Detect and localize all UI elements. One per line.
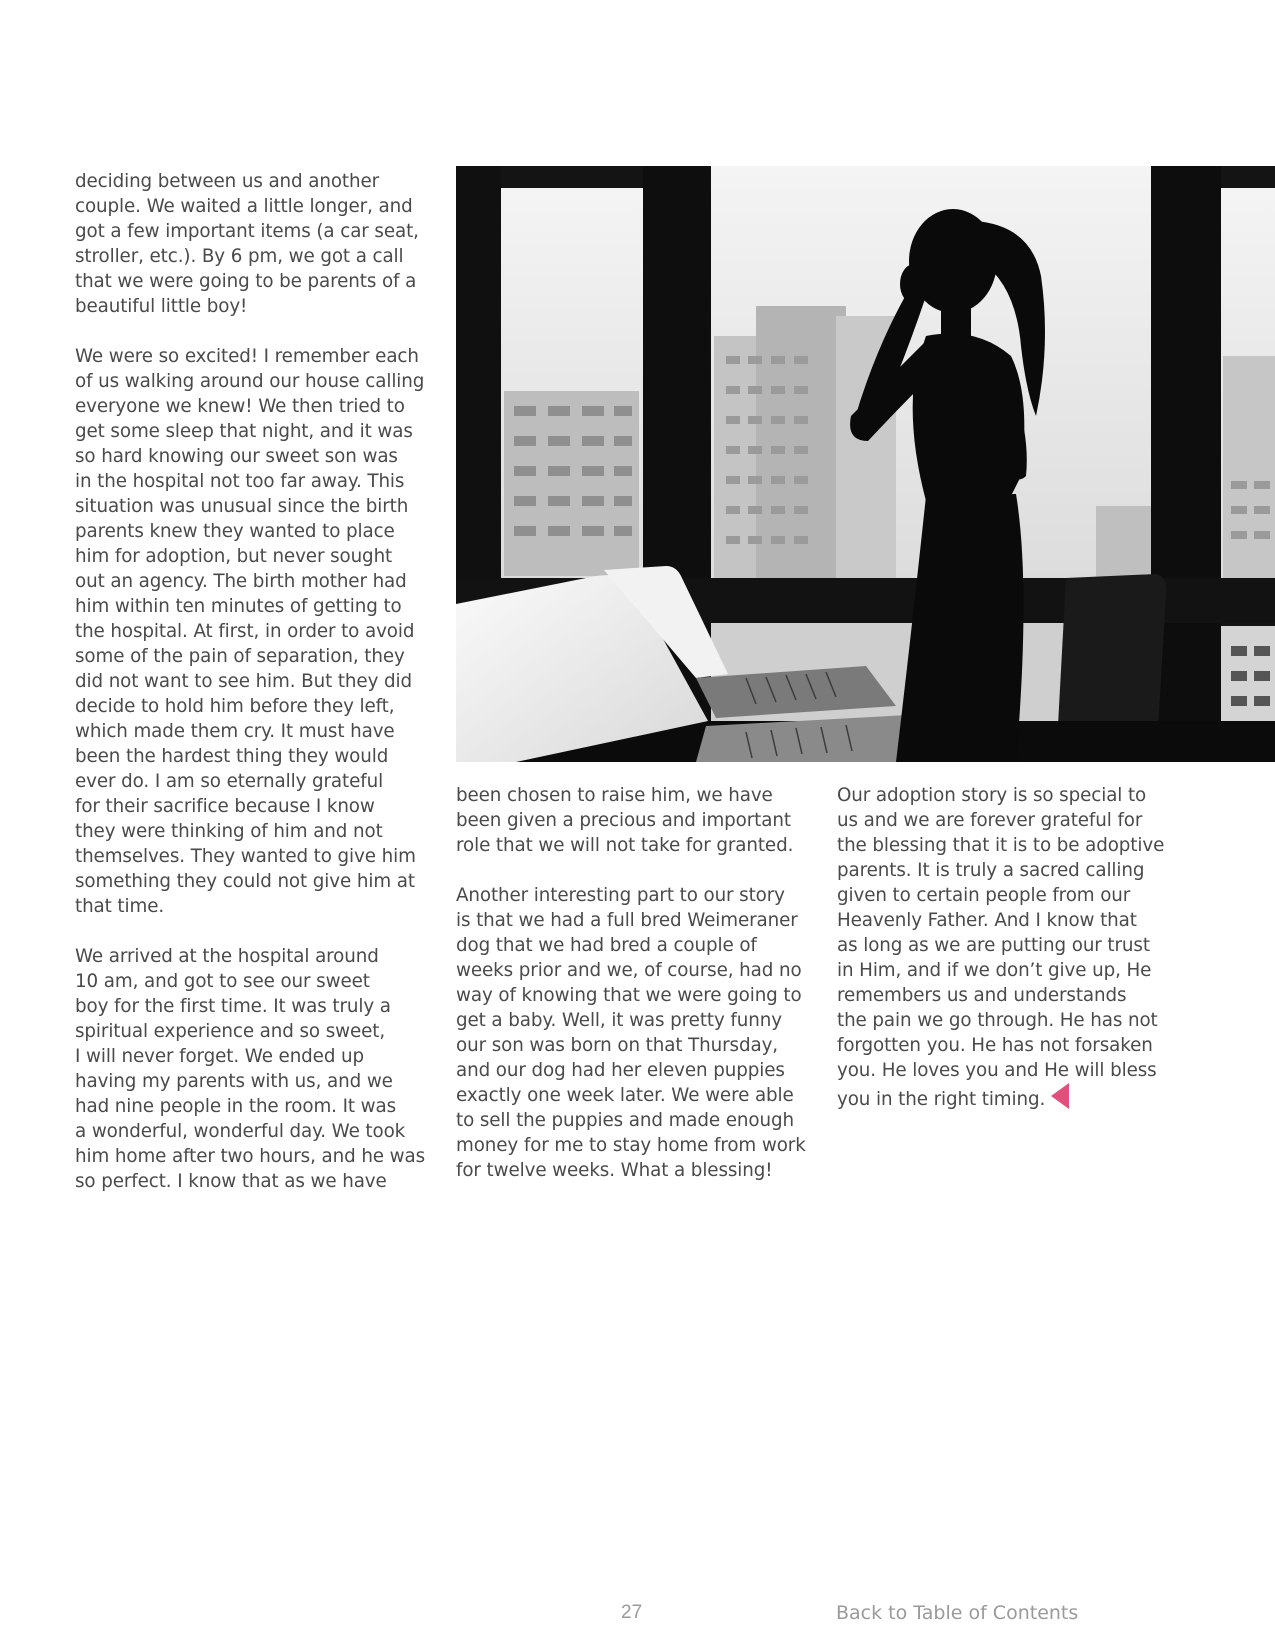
paragraph: Another interesting part to our story is that we had a full bred Weimeraner dog that we had bred a couple of weeks prior and we, of course, had no way of knowing that we were going to get a baby. Well, it was pretty funny our son was born on that Thursday, and our dog had her eleven puppies exactly one week later. We were able to sell the puppies and made enough money for me to stay home from work for twelve weeks. What a blessing!: [456, 885, 806, 1181]
photo-woman-on-phone-at-window: [456, 166, 1275, 762]
page-number: 27: [621, 1602, 643, 1623]
closing-paragraph-text: Our adoption story is so special to us and we are forever grateful for the blessing that it is to be adoptive parents. It is truly a sacred calling given to certain people from our Heavenly Father. And I know that as long as we are putting our trust in Him, and if we don’t give up, He remembers us and understands the pain we go through. He has not forgotten you. He has not forsaken you. He loves you and He will bless you in the right timing.: [837, 785, 1165, 1110]
paragraph: We were so excited! I remember each of us walking around our house calling everyone we knew! We then tried to get some sleep that night, and it was so hard knowing our sweet son was in the hospital not too far away. This situation was unusual since the birth parents knew they wanted to place him for adoption, but never sought out an agency. The birth mother had him within ten minutes of getting to the hospital. At first, in order to avoid some of the pain of separation, they did not want to see him. But they did decide to hold him before they left, which made them cry. It must have been the hardest thing they would ever do. I am so eternally grateful for their sacrifice because I know they were thinking of him and not themselves. They wanted to give him something they could not give him at that time.: [75, 346, 425, 917]
back-to-table-of-contents-link[interactable]: Back to Table of Contents: [836, 1602, 1079, 1624]
article-column-1: [75, 169, 440, 1194]
paragraph: [837, 783, 1182, 1112]
end-of-article-triangle-icon: [1051, 1083, 1069, 1109]
paragraph: deciding between us and another couple. We waited a little longer, and got a few important items (a car seat, stroller, etc.). By 6 pm, we got a call that we were going to be parents of a beautiful little boy!: [75, 171, 419, 317]
article-column-2: [456, 783, 822, 1183]
article-column-3: [837, 783, 1182, 1112]
paragraph: We arrived at the hospital around 10 am, and got to see our sweet boy for the first time. It was truly a spiritual experience and so sweet, I will never forget. We ended up having my parents with us, and we had nine people in the room. It was a wonderful, wonderful day. We took him home after two hours, and he was so perfect. I know that as we have: [75, 946, 426, 1192]
paragraph: been chosen to raise him, we have been given a precious and important role that we will not take for granted.: [456, 785, 794, 856]
